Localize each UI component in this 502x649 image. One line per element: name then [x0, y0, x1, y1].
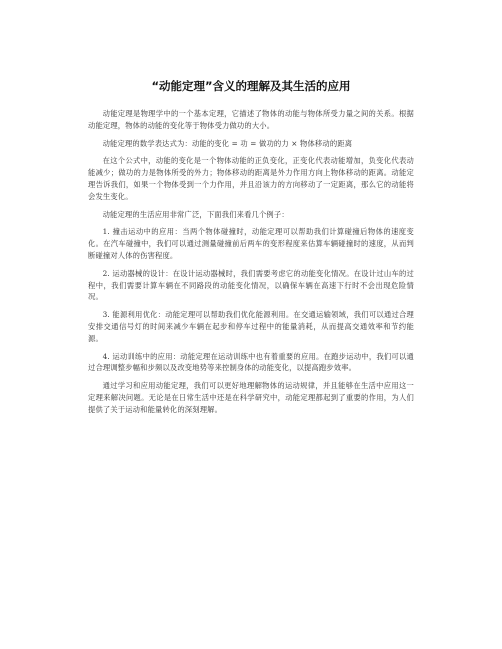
document-page: [88, 78, 414, 422]
paragraph-example-1: 1. 撞击运动中的应用：当两个物体碰撞时，动能定理可以帮助我们计算碰撞后物体的速度变化。在汽车碰撞中，我们可以通过测量碰撞前后两车的变形程度来估算车辆碰撞时的速度，从而判断碰撞对人体的伤害程度。: [88, 227, 414, 260]
paragraph-conclusion: 通过学习和应用动能定理，我们可以更好地理解物体的运动规律，并且能够在生活中应用这一定理来解决问题。无论是在日常生活中还是在科学研究中，动能定理都起到了重要的作用，为人们提供了关于运动和能量转化的深刻理解。: [88, 381, 414, 414]
paragraph-example-4: 4. 运动训练中的应用：动能定理在运动训练中也有着重要的应用。在跑步运动中，我们可以通过合理调整步幅和步频以及改变地势等来控制身体的动能变化，以提高跑步效率。: [88, 351, 414, 373]
paragraph-intro: 动能定理是物理学中的一个基本定理，它描述了物体的动能与物体所受力量之间的关系。根据动能定理，物体的动能的变化等于物体受力做功的大小。: [88, 109, 414, 130]
paragraph-example-3: 3. 能源利用优化：动能定理可以帮助我们优化能源利用。在交通运输领域，我们可以通过合理安排交通信号灯的时间来减少车辆在起步和停车过程中的能量消耗，从而提高交通效率和节约能源。: [88, 310, 414, 343]
paragraph-example-2: 2. 运动器械的设计：在设计运动器械时，我们需要考虑它的动能变化情况。在设计过山车的过程中，我们需要计算车辆在不同路段的动能变化情况，以确保车辆在高速下行时不会出现危险情况。: [88, 268, 414, 302]
document-title: “动能定理”含义的理解及其生活的应用: [151, 79, 351, 93]
paragraph-formula-explanation: 在这个公式中，动能的变化是一个物体动能的正负变化，正变化代表动能增加，负变化代表动能减少；做功的力是物体所受的外力；物体移动的距离是外力作用方向上物体移动的距离。动能定理告诉我们，如果一个物体受到一个力作用，并且沿该力的方向移动了一定距离，那么它的动能将会发生变化。: [88, 156, 414, 201]
paragraph-formula: 动能定理的数学表达式为：动能的变化 = 功 = 做功的力 × 物体移动的距离: [102, 138, 353, 148]
paragraph-applications-intro: 动能定理的生活应用非常广泛，下面我们来看几个例子：: [102, 209, 289, 219]
